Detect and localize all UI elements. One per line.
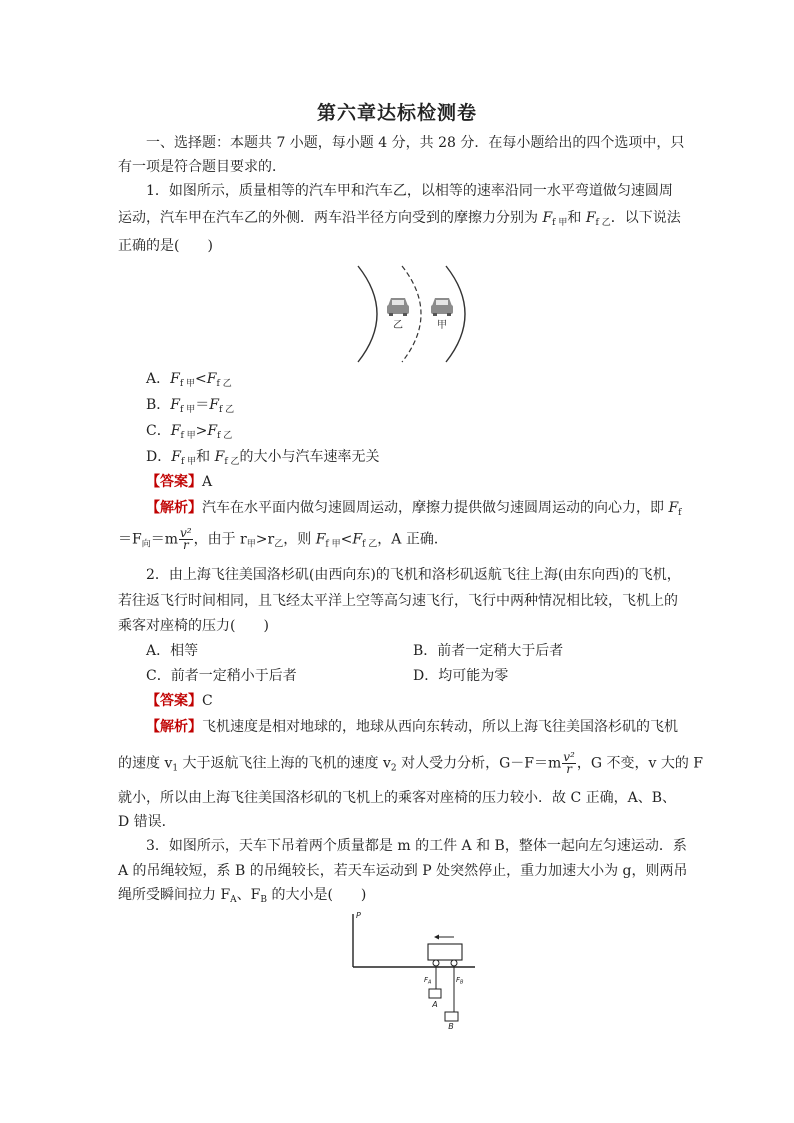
q1-line3: 正确的是( ) [118,238,213,254]
q1-option-b: B．$F_{f 甲}=F_{f 乙}$ [146,397,235,415]
wheel-left [433,960,439,966]
label-yi: 乙 [393,320,403,331]
q1-option-a: A．$F_{f 甲}<F_{f 乙}$ [146,371,232,389]
q1-curved-road-figure [350,262,480,367]
section-instruction-line1: 一、选择题：本题共 7 小题，每小题 4 分，共 28 分．在每小题给出的四个选项中，只 [146,135,685,151]
label-P: P [356,911,361,920]
label-FA: $F_A$ [424,976,432,986]
label-jia: 甲 [437,320,447,331]
q2-answer: 【答案】C [146,693,213,709]
section-instruction-line2: 有一项是符合题目要求的． [118,159,286,175]
label-A: A [432,1000,438,1009]
q3-line2: A 的吊绳较短，系 B 的吊绳较长，若天车运动到 P 处突然停止，重力加速大小为 g，则两吊 [118,863,688,879]
fraction-v2-over-r: $\frac{\text{v²}}{r}$ [180,526,192,552]
q1-option-c: C．$F_{f 甲}>F_{f 乙}$ [146,423,233,441]
workpiece-A [429,989,441,998]
crane-trolley [428,944,462,960]
label-FB: $F_B$ [456,976,464,986]
q2-option-a: A．相等 [146,643,199,659]
q2-analysis-line2: 的速度 $v_1$ 大于返航飞往上海的飞机的速度 $v_2$ 对人受力分析，G－F＝m $\frac{\text{v²}}{r}$ ，G 不变，v 大的 F [118,750,704,776]
q2-analysis-line4: D 错误． [118,814,176,830]
q3-line3: 绳所受瞬间拉力 $F_A$、$F_B$ 的大小是( ) [118,887,367,905]
q2-line3: 乘客对座椅的压力( ) [118,618,269,634]
q1-line1: 1．如图所示，质量相等的汽车甲和汽车乙，以相等的速率沿同一水平弯道做匀速圆周 [146,183,673,199]
q2-line1: 2．由上海飞往美国洛杉矶(由西向东)的飞机和洛杉矶返航飞往上海(由东向西)的飞机， [146,567,681,583]
q2-analysis-line3: 就小，所以由上海飞往美国洛杉矶的飞机上的乘客对座椅的压力较小．故 C 正确，A、B、 [118,790,677,806]
workpiece-B [445,1012,458,1021]
car-jia-icon [431,298,453,316]
wheel-right [451,960,457,966]
car-yi-icon [387,298,409,316]
inner-road-edge [358,266,377,362]
q1-answer: 【答案】A [146,474,213,490]
q2-analysis-line1: 【解析】飞机速度是相对地球的，地球从西向东转动，所以上海飞往美国洛杉矶的飞机 [146,719,678,735]
q1-option-d: D．$F_{f 甲}$和 $F_{f 乙}$的大小与汽车速率无关 [146,449,380,467]
fraction-v2-over-r: $\frac{\text{v²}}{r}$ [563,750,575,776]
label-B: B [448,1022,454,1031]
q2-line2: 若往返飞行时间相同，且飞经太平洋上空等高匀速飞行，飞行中两种情况相比较，飞机上的 [118,593,678,609]
page-title: 第六章达标检测卷 [316,102,477,124]
q1-analysis-line2: $=F_向=m$ $\frac{\text{v²}}{r}$ ，由于 $r_甲>r_乙$，则 $F_{f 甲}<F_{f 乙}$，A 正确． [118,526,448,552]
q1-analysis-line1: 【解析】汽车在水平面内做匀速圆周运动，摩擦力提供做匀速圆周运动的向心力，即 $F_f$ [146,500,682,518]
q2-option-b: B．前者一定稍大于后者 [413,643,564,659]
left-arrow-icon [434,935,454,940]
q2-option-c: C．前者一定稍小于后者 [146,668,297,684]
q3-crane-figure [340,906,480,1031]
q2-option-d: D．均可能为零 [413,668,509,684]
q1-line2: 运动，汽车甲在汽车乙的外侧．两车沿半径方向受到的摩擦力分别为 $F_{f 甲}$和 $F_{f 乙}$．以下说法 [118,210,681,228]
q3-line1: 3．如图所示，天车下吊着两个质量都是 m 的工件 A 和 B，整体一起向左匀速运动．系 [146,838,687,854]
